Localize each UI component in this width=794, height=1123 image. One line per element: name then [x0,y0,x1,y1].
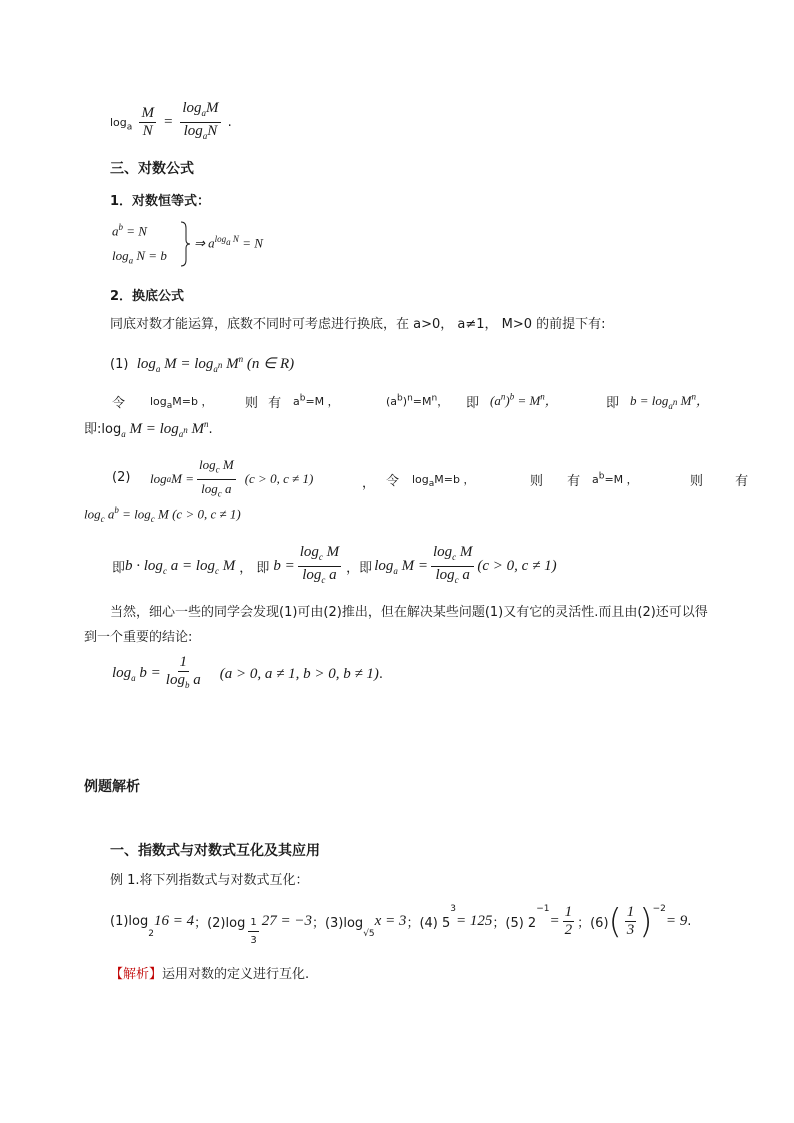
ex-i6-n: 1 [626,904,635,920]
identity-line-1 [112,222,147,239]
p2-t3 [386,393,448,409]
example-1-prompt: 例 1.将下列指数式与对数式互化： [110,873,309,888]
id-log: log [112,248,129,263]
e1-sup3: n [540,391,545,402]
f3-a-sub: c [162,565,167,576]
f2-t2-rest: =M ， [604,473,638,486]
f4-a-sub: a [131,673,136,683]
fraction-logs [180,100,220,145]
p2b-t2-subsup: n [183,425,188,435]
f2-den: log [201,480,218,496]
e2-subsup: n [672,396,678,407]
ex-sep3: ；(4) 5 [406,916,451,931]
formula-log-quotient [110,100,232,145]
frac-den-log: log [183,123,203,139]
word-ji-1: 即 [466,396,480,411]
p2-t2 [293,393,339,409]
f2-t1-a: log [412,473,429,486]
f2-t2-sup: b [598,471,605,482]
ex-i5-frac [563,904,575,939]
f4-a2: b = [135,665,161,681]
f2-den-v: a [221,480,232,496]
f3-d-sub: c [321,575,326,585]
f2-t1-sub: a [428,479,435,490]
label: (1) [110,357,129,372]
f2-t1-rest: M=b ， [434,473,475,486]
id-tail: = N [238,235,263,251]
t2: a [293,395,300,408]
f3-d: log [302,567,322,583]
heading-examples: 例题解析 [84,779,140,795]
f2-ling: 令 [386,474,400,489]
f3-cond: (c > 0, c ≠ 1) [477,558,557,574]
ex-i6-r: = 9 [665,913,688,929]
identity-result [194,234,263,251]
frac-den-base: a [202,131,208,141]
e2-comma: ， [695,393,709,408]
analysis-text: 运用对数的定义进行互化. [162,967,310,982]
f4-d-v: a [189,672,201,688]
f4-d: log [165,672,185,688]
f4-frac [164,654,203,694]
f3-d-v: a [325,567,337,583]
id-b: b [118,222,123,232]
ex-i5-n: 1 [564,904,573,920]
subheading-identity: 1．对数恒等式： [110,194,211,209]
period: . [227,115,232,130]
subheading-change-of-base: 2．换底公式 [110,289,185,304]
t-b-sub: a [213,364,218,374]
e1-comma: ， [544,393,558,408]
f3-n: log [299,544,319,560]
t3-rest: ) [402,395,408,408]
ex-i1-r: 16 = 4 [153,913,195,929]
f2-t2 [592,471,638,487]
ex-i5-d: 2 [564,922,573,938]
f2-num-v: M [219,457,234,472]
id-sup-base: a [226,236,231,247]
id-a: a [112,223,119,239]
ex-i2-n: 1 [248,914,258,932]
f2b-b-sup: b [114,505,119,515]
ex-sep1: ；(2)log [194,916,246,931]
e1-r: ) [505,393,510,408]
f3-frac-2 [431,544,474,589]
ex-i6-frac [625,904,637,939]
f2-zeyou: 则 有 [530,474,591,489]
e1: (a [490,393,501,408]
frac-num-var: M [206,100,219,116]
e1-sup: n [500,391,506,402]
f4-cond: (a > 0, a ≠ 1, b > 0, b ≠ 1) [219,665,379,682]
id-eq-n: = N [123,223,147,239]
e2-end: M [677,393,692,408]
f3-c-sub: a [393,565,398,576]
t3-sup3: n [431,393,438,404]
f2-lhs: log [150,471,167,487]
f3-ji: 即 [112,561,126,576]
e1-end: = M [514,393,541,408]
f2b-a-sub: c [100,513,105,524]
frac-num-base: a [201,108,207,118]
p2b-t2-sub: a [178,429,184,439]
p2b-sub: a [121,429,126,439]
p2-continuation [84,418,213,439]
equals: = [163,114,174,130]
f3-b: b = [273,558,295,574]
f3-n-sub: c [318,552,323,562]
fraction-m-over-n [139,105,156,140]
t-c-sup: n [238,354,244,364]
word-zeyou: 则 有 [245,396,285,411]
f2b-b: a [104,506,115,522]
id-rest: N = b [133,248,167,263]
f2b-c: = log [118,506,151,522]
formula-2b [84,505,241,524]
log-text: log [110,116,127,129]
ex-i1: (1)log [110,914,149,929]
label-2: (2) [112,470,131,485]
t-b: M = log [160,356,214,372]
f3-a: b · log [125,557,163,574]
ex-i3-sub: √5 [363,929,375,939]
f3-d2-v: a [458,567,470,583]
t1-rest: M=b ， [172,395,213,408]
e1-sup2: b [509,391,515,402]
f4-d-sub: b [184,680,190,690]
f3-c: log [374,557,394,574]
p2b-t3-sup: n [204,419,209,429]
paragraph-remark-line-2: 到一个重要的结论: [84,630,193,645]
word-ji-2: 即 [606,396,620,411]
section-heading-log-formulas: 三、对数公式 [110,161,194,177]
paragraph-remark-line-1: 当然，细心一些的同学会发现(1)可由(2)推出，但在解决某些问题(1)又有它的灵活性.而且由(2)还可以得 [110,605,708,620]
frac-den-var: N [207,123,218,139]
f3-d2-sub: c [454,575,459,585]
formula-3 [112,544,557,589]
right-paren: ) [639,901,653,942]
frac-num: M [141,105,154,121]
paragraph-change-of-base: 同底对数才能运算，底数不同时可考虑进行换底，在 a>0， a≠1， M>0 的前提下有: [110,317,606,332]
formula-2 [150,456,313,502]
t3-sup2: n [407,393,413,404]
f4-a: log [112,665,132,681]
f2-lhs-sub: a [166,474,172,485]
ex-i2-sub-frac [248,914,258,949]
t1: log [150,395,167,408]
p2-e1 [490,390,558,409]
p2b-t2: M = log [125,421,179,437]
ex-i2-r: 27 = −3 [261,913,312,929]
example-1-items [110,901,692,946]
f3-d2: log [435,567,455,583]
e2-sub: a [668,400,673,411]
f2-t1 [412,471,474,489]
f2-cond: (c > 0, c ≠ 1) [244,471,314,487]
log-base: a [126,122,133,133]
formula-1 [110,350,294,378]
ex-i6-d: 3 [626,922,635,938]
ex-i5-r: = [549,913,560,929]
ex-sep2: ；(3)log [311,916,364,931]
f3-a2-sub: c [214,565,219,576]
f2-fraction [197,456,236,502]
f3-c2: M = [397,557,428,574]
f2-zeyou2: 则 有 [690,474,763,489]
ex-i4-sup: 3 [450,904,456,914]
f2-num: log [198,457,216,472]
ex-i5-sup: −1 [536,904,550,914]
f3-n2-v: M [456,544,473,560]
section-heading-conversion: 一、指数式与对数式互化及其应用 [110,843,320,859]
analysis-line [110,966,309,984]
f3-n-v: M [322,544,340,560]
p2b-t3: M [187,421,204,437]
f3-sep2: ，即 [346,561,373,576]
p2b-t: 即:log [84,422,122,437]
f3-n2-sub: c [452,552,457,562]
f2b-a: log [84,506,101,522]
id-base: a [128,255,134,266]
ex-sep5: ；(6) [577,916,609,931]
id-sup-var: N [230,234,239,244]
left-paren: ( [608,901,622,942]
f2-comma: ， [362,476,376,491]
id-sup-log: log [214,234,227,244]
ex-i2-d: 3 [250,935,257,946]
frac-den: N [142,123,153,139]
f2-t2-a: a [592,473,599,486]
p2b-t4: . [208,422,213,437]
frac-num-log: log [182,100,202,116]
e2-sup: n [691,391,696,402]
f4-end: . [378,666,384,682]
f4-n: 1 [179,654,187,670]
ex-i3-r: x = 3 [374,913,407,929]
identity-line-2 [112,248,167,266]
f3-n2: log [432,544,453,560]
ex-i4-r: = 125 [456,913,493,929]
p2-t1 [150,393,212,411]
t3-comma: ， [437,395,449,408]
id-arrow: ⇒ a [194,235,215,251]
t-a: log [136,356,156,372]
t2-sup: b [299,393,306,404]
f2-num-sub: c [215,464,220,475]
t3-end: =M [412,395,432,408]
ex-end: . [687,914,692,929]
ex-sep4: ；(5) 2 [492,916,537,931]
ex-i6-sup: −2 [652,904,666,914]
right-brace-icon [180,220,192,268]
analysis-tag: 【解析】 [110,967,163,982]
f3-sep: ， 即 [239,561,270,576]
t1-sub: a [166,401,173,412]
t-b-subsup: n [217,360,223,370]
f3-a3: M [218,557,236,574]
f3-a2: a = log [166,557,215,574]
e2: b = log [630,393,669,408]
f2b-c-sub: c [150,513,155,524]
f2b-d: M (c > 0, c ≠ 1) [154,506,241,522]
f2-lhs-v: M = [171,471,194,487]
t-c: M [222,356,239,372]
f3-frac-1 [298,544,341,589]
t-d: (n ∈ R) [243,356,295,372]
t3-sup: b [397,393,403,404]
t3: (a [386,395,398,408]
t-a-sub: a [155,364,161,374]
word-ling: 令 [112,396,126,411]
f2-den-sub: c [217,488,222,499]
p2-e2 [630,390,709,411]
formula-4 [112,654,383,694]
ex-i1-sub: 2 [148,929,154,939]
t2-rest: =M ， [305,395,339,408]
